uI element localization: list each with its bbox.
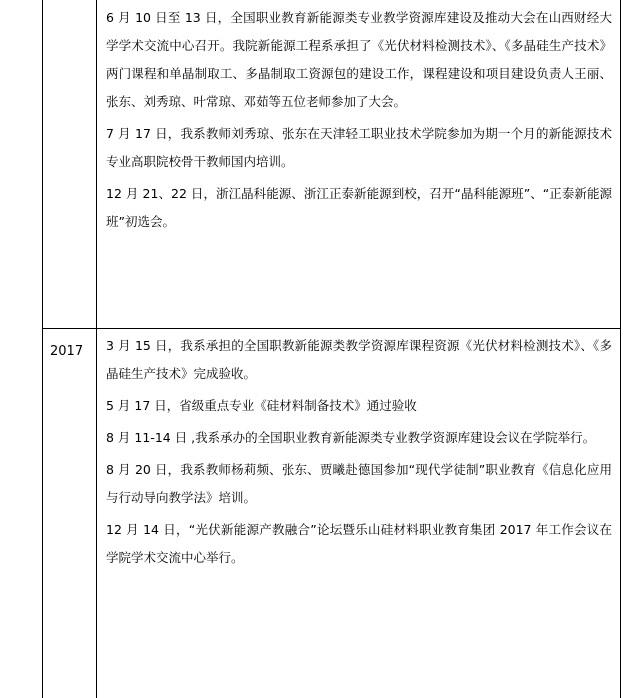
event-paragraph: 3 月 15 日，我系承担的全国职教新能源类教学资源库课程资源《光伏材料检测技术》、《多晶硅生产技术》完成验收。 (106, 337, 612, 381)
table-row (43, 328, 621, 698)
event-paragraph: 12 月 14 日，“光伏新能源产教融合”论坛暨乐山硅材料职业教育集团 2017 年工作会议在学院学术交流中心举行。 (106, 521, 612, 565)
event-paragraph: 7 月 17 日，我系教师刘秀琼、张东在天津轻工职业技术学院参加为期一个月的新能源技术专业高职院校骨干教师国内培训。 (106, 126, 612, 169)
event-paragraph: 8 月 11-14 日 ,我系承办的全国职业教育新能源类专业教学资源库建设会议在学院举行。 (106, 429, 596, 445)
event-paragraph: 6 月 10 日至 13 日，全国职业教育新能源类专业教学资源库建设及推动大会在山西财经大学学术交流中心召开。我院新能源工程系承担了《光伏材料检测技术》、《多晶硅生产技术》两门课程和单晶制取工、多晶制取工资源包的建设工作，课程建设和项目建设负责人王丽、张东、刘秀琼、叶常琼、邓茹等五位老师参加了大会。 (106, 10, 612, 109)
year-cell: 2017 (43, 328, 97, 698)
chronology-table (42, 0, 621, 698)
events-cell (97, 328, 621, 698)
events-cell (97, 0, 621, 328)
event-paragraph: 8 月 20 日，我系教师杨莉频、张东、贾曦赴德国参加“现代学徒制”职业教育《信息化应用与行动导向教学法》培训。 (106, 461, 612, 505)
event-paragraph: 5 月 17 日，省级重点专业《硅材料制备技术》通过验收 (106, 397, 417, 413)
event-paragraph: 12 月 21、22 日，浙江晶科能源、浙江正泰新能源到校，召开“晶科能源班”、“正泰新能源班”初选会。 (106, 186, 612, 229)
table-row (43, 0, 621, 328)
year-cell (43, 0, 97, 328)
